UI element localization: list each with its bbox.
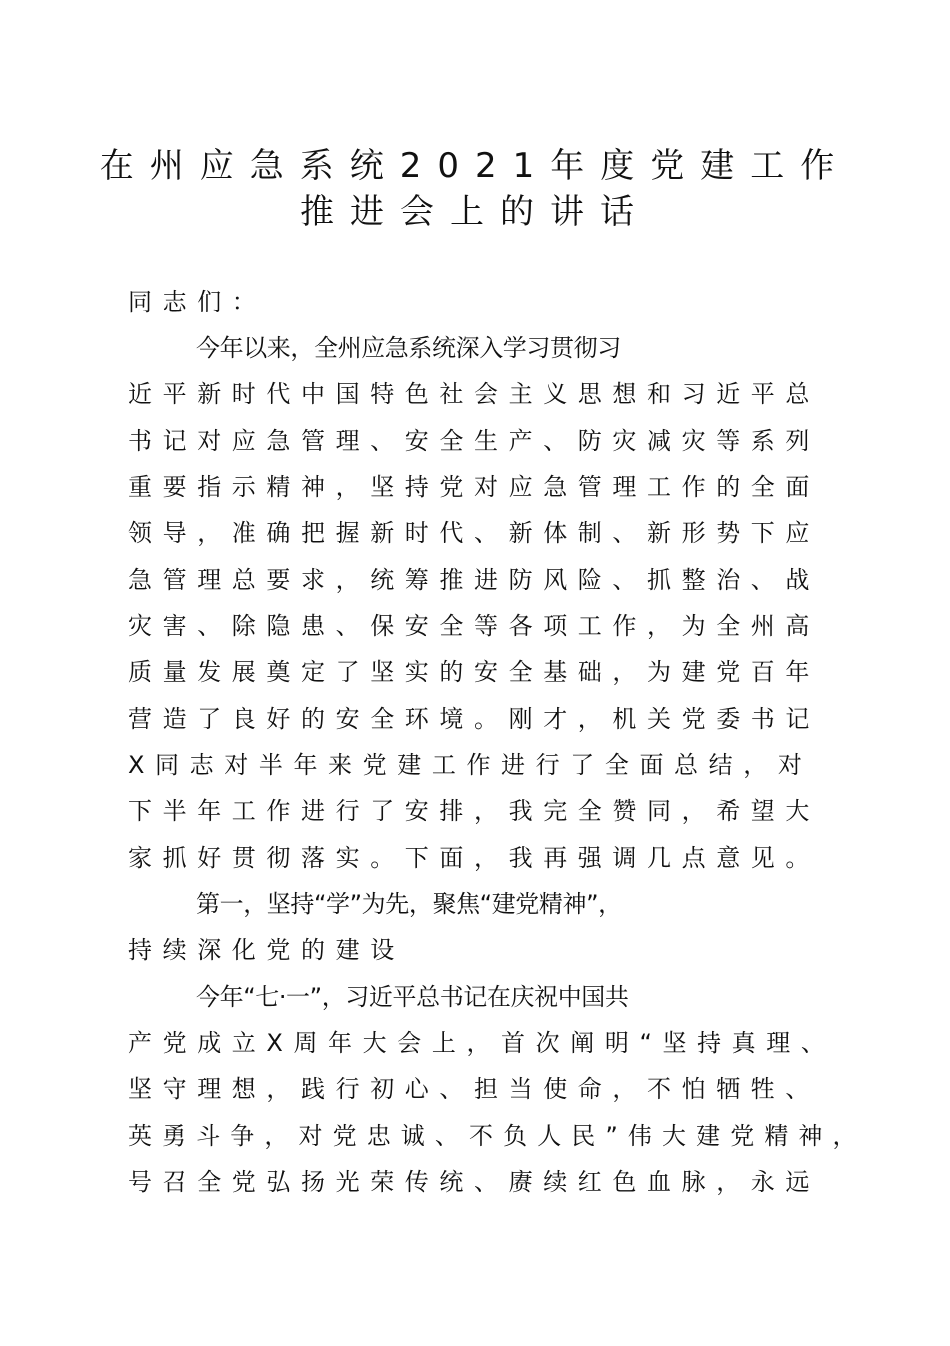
paragraph-3-line-1: 今年“七·一”，习近平总书记在庆祝中国共 — [196, 983, 629, 1011]
paragraph-3-line-5: 号召全党弘扬光荣传统、赓续红色血脉，永远 — [128, 1168, 820, 1196]
paragraph-3-line-3: 坚守理想，践行初心、担当使命，不怕牺牲、 — [128, 1075, 820, 1103]
paragraph-3-line-2: 产党成立X周年大会上，首次阐明“坚持真理、 — [128, 1029, 836, 1057]
paragraph-1-line-4: 重要指示精神，坚持党对应急管理工作的全面 — [128, 473, 820, 501]
paragraph-1-line-3: 书记对应急管理、安全生产、防灾减灾等系列 — [128, 427, 820, 455]
paragraph-3-line-4: 英勇斗争，对党忠诚、不负人民”伟大建党精神， — [128, 1122, 867, 1150]
section-heading-line-1: 第一，坚持“学”为先，聚焦“建党精神”， — [196, 890, 622, 918]
paragraph-1-line-1: 今年以来，全州应急系统深入学习贯彻习 — [196, 334, 621, 362]
document-title-line-1: 在州应急系统2021年度党建工作 — [99, 146, 851, 186]
paragraph-1-line-10: X同志对半年来党建工作进行了全面总结，对 — [128, 751, 813, 779]
paragraph-1-line-11: 下半年工作进行了安排，我完全赞同，希望大 — [128, 797, 820, 825]
paragraph-1-line-9: 营造了良好的安全环境。刚才，机关党委书记 — [128, 705, 820, 733]
paragraph-1-line-8: 质量发展奠定了坚实的安全基础，为建党百年 — [128, 658, 820, 686]
paragraph-1-line-5: 领导，准确把握新时代、新体制、新形势下应 — [128, 519, 820, 547]
salutation: 同志们： — [128, 288, 267, 316]
document-title-line-2: 推进会上的讲话 — [300, 192, 650, 232]
paragraph-1-line-6: 急管理总要求，统筹推进防风险、抓整治、战 — [128, 566, 820, 594]
paragraph-1-line-12: 家抓好贯彻落实。下面，我再强调几点意见。 — [128, 844, 820, 872]
paragraph-1-line-7: 灾害、除隐患、保安全等各项工作，为全州高 — [128, 612, 820, 640]
section-heading-line-2: 持续深化党的建设 — [128, 936, 405, 964]
paragraph-1-line-2: 近平新时代中国特色社会主义思想和习近平总 — [128, 380, 820, 408]
